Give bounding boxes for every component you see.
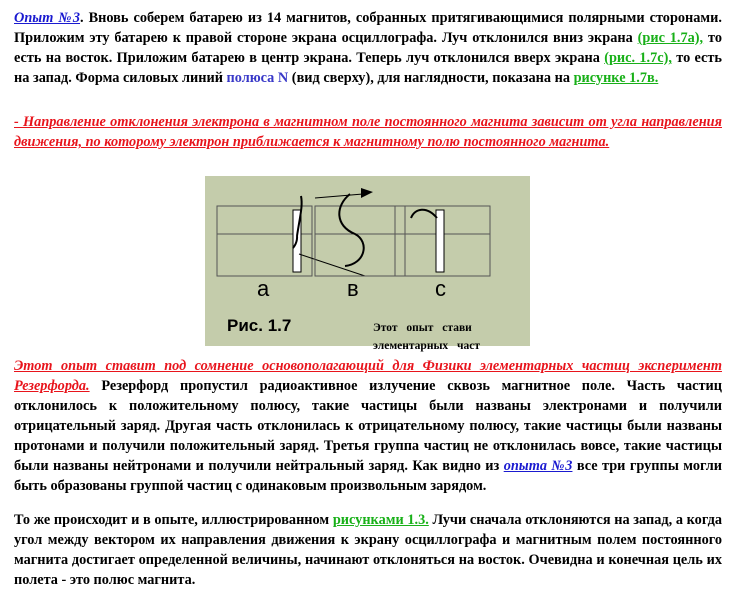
figure-caption: Рис. 1.7 xyxy=(227,316,292,335)
text-span: Лучи сначала отклоняются на запад, а когда угол между вектором их направления движения к экрану осциллографа и магнитным полем постоянного магнита достигает определенной величины, начинают отклоняться на восток. Очевидна и конечная цель их полета - это полюс магнита. xyxy=(14,512,722,588)
link-figure-1-7b[interactable]: рисунке 1.7в. xyxy=(573,70,659,86)
figure-overlay-text xyxy=(373,319,523,355)
paragraph-rutherford xyxy=(14,356,722,496)
screen-b xyxy=(315,188,405,276)
figure-label-a: а xyxy=(257,276,270,301)
screen-c xyxy=(395,206,490,276)
screen-a xyxy=(217,196,365,276)
figure-label-b: в xyxy=(347,276,359,301)
pole-n-term: полюса N xyxy=(226,70,289,86)
figure-label-c: с xyxy=(435,276,446,301)
link-figure-1-7a[interactable]: (рис 1.7а), xyxy=(637,30,704,46)
text-span: То же происходит и в опыте, иллюстрированном xyxy=(14,512,333,528)
text-span: все три группы могли быть образованы группой частиц с одинаковым произвольным зарядом. xyxy=(14,458,723,494)
overlay-line-2: элементарных част xyxy=(373,340,481,352)
text-span: то есть на восток. Приложим батарею в центр экрана. Теперь луч отклонился вверх экрана xyxy=(14,30,722,66)
paragraph-experiment-3 xyxy=(14,8,722,88)
text-span: Резерфорд пропустил радиоактивное излучение сквозь магнитное поле. Часть частиц отклонилось к положительному полюсу, такие частицы были названы электронами и получили отрицательный заряд. Другая часть отклонилась к отрицательному полюсу, такие частицы были названы протонами и получили положительный заряд. Третья группа частиц не отклонилась вовсе, такие частицы были названы нейтронами и получили нейтральный заряд. Как видно из xyxy=(14,378,722,474)
text-span: . Вновь соберем батарею из 14 магнитов, собранных притягивающимися полярными сторонами. Приложим эту батарею к правой стороне экрана осциллографа. Луч отклонился вниз экрана xyxy=(14,10,722,46)
rutherford-statement: Этот опыт ставит под сомнение основополагающий для Физики элементарных частиц эксперимент Резерфорда. xyxy=(14,358,722,394)
link-figure-1-7c[interactable]: (рис. 1.7с), xyxy=(604,50,672,66)
text-span: (вид сверху), для наглядности, показана на xyxy=(288,70,574,86)
overlay-line-1: Этот опыт стави xyxy=(373,322,472,334)
paragraph-conclusion xyxy=(14,510,722,590)
link-experiment-3[interactable]: Опыт №3 xyxy=(14,10,81,26)
text-span: то есть на запад. Форма силовых линий xyxy=(14,50,722,86)
link-figures-1-3[interactable]: рисунками 1.3. xyxy=(332,512,429,528)
highlight-statement: - Направление отклонения электрона в магнитном поле постоянного магнита зависит от угла направления движения, по которому электрон приближается к магнитному полю постоянного магнита. xyxy=(14,114,722,150)
link-experiment-3-inline[interactable]: опыта №3 xyxy=(503,458,573,474)
figure-1-7 xyxy=(205,176,530,352)
